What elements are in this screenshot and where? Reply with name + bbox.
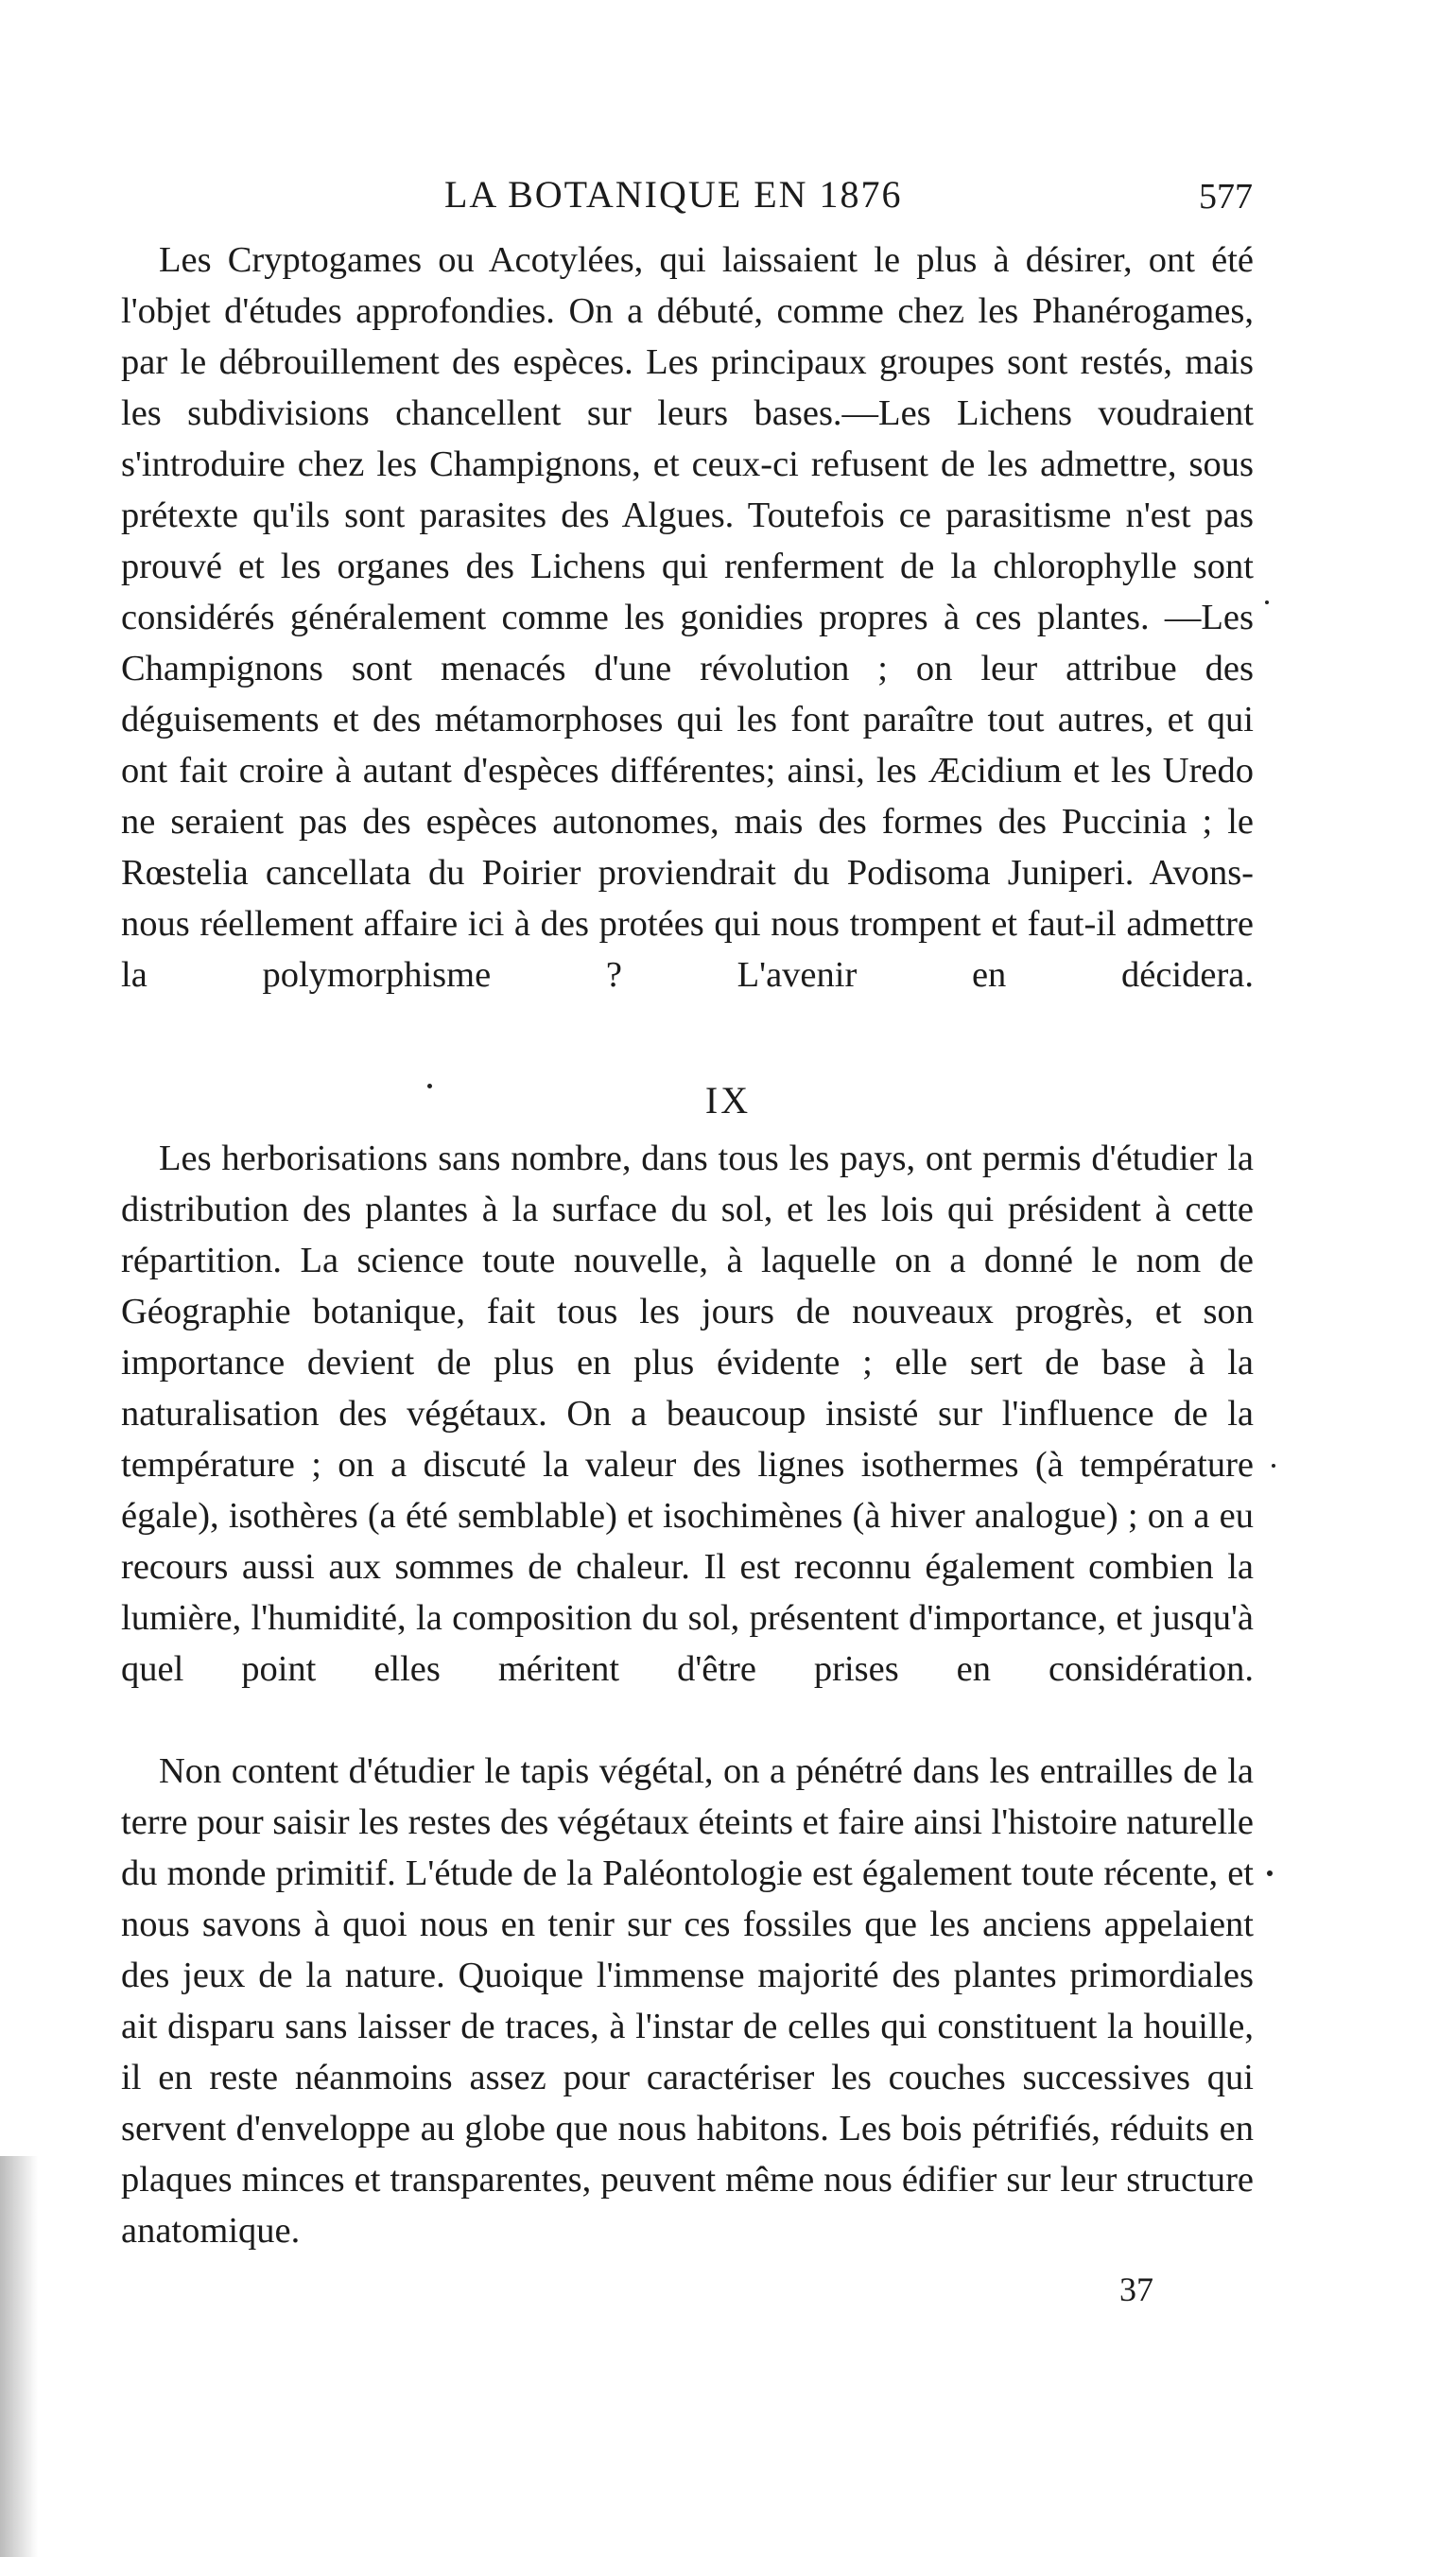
paragraph-cryptogames	[121, 235, 1254, 1052]
page-number: 577	[1199, 177, 1253, 217]
section-numeral: IX	[704, 1079, 752, 1122]
paragraph-text: Non content d'étudier le tapis végétal, on a pénétré dans les entrailles de la terre pour saisir les restes des végétaux éteints et faire ainsi l'histoire naturelle du monde primitif. L'étude de la Paléontologie est également toute récente, et nous savons à quoi nous en tenir sur ces fossiles que les anciens appelaient des jeux de la nature. Quoique l'immense majorité des plantes primordiales ait disparu sans laisser de traces, à l'instar de celles qui constituent la houille, il en reste néanmoins assez pour caractériser les couches successives qui servent d'enveloppe au globe que nous habitons. Les bois pétrifiés, réduits en plaques minces et transparentes, peuvent même nous édifier sur leur structure anatomique.	[121, 1751, 1254, 2251]
running-title: LA BOTANIQUE EN 1876	[444, 173, 903, 216]
paragraph-paleontologie	[121, 1746, 1254, 2307]
speck-mark	[1265, 600, 1269, 604]
speck-mark	[1267, 1870, 1273, 1876]
paragraph-geographie	[121, 1133, 1254, 1746]
speck-mark	[1272, 1464, 1275, 1468]
paragraph-text: Les herborisations sans nombre, dans tous les pays, ont permis d'étudier la distribution des plantes à la surface du sol, et les lois qui président à cette répartition. La science toute nouvelle, à laquelle on a donné le nom de Géographie botanique, fait tous les jours de nouveaux progrès, et son importance devient de plus en plus évidente ; elle sert de base à la naturalisation des végétaux. On a beaucoup insisté sur l'influence de la température ; on a discuté la valeur des lignes isothermes (à température égale), isothères (a été semblable) et isochimènes (à hiver analogue) ; on a eu recours aussi aux sommes de chaleur. Il est reconnu également combien la lumière, l'humidité, la composition du sol, présentent d'importance, et jusqu'à quel point elles méritent d'être prises en considération.	[121, 1139, 1254, 1689]
paragraph-text: Les Cryptogames ou Acotylées, qui laissaient le plus à désirer, ont été l'objet d'études approfondies. On a débuté, comme chez les Phanérogames, par le débrouillement des espèces. Les principaux groupes sont restés, mais les subdivisions chancellent sur leurs bases.—Les Lichens voudraient s'introduire chez les Champignons, et ceux-ci refusent de les admettre, sous prétexte qu'ils sont parasites des Algues. Toutefois ce parasitisme n'est pas prouvé et les organes des Lichens qui renferment de la chlorophylle sont considérés généralement comme les gonidies propres à ces plantes. —Les Champignons sont menacés d'une révolution ; on leur attribue des déguisements et des métamorphoses qui les font paraître tout autres, et qui ont fait croire à autant d'espèces différentes; ainsi, les Æcidium et les Uredo ne seraient pas des espèces autonomes, mais des formes des Puccinia ; le Rœstelia cancellata du Poirier proviendrait du Podisoma Juniperi. Avons-nous réellement affaire ici à des protées qui nous trompent et faut-il admettre la polymorphisme ? L'avenir en décidera.	[121, 240, 1254, 995]
page-header	[123, 172, 1253, 229]
binding-shadow	[0, 2156, 38, 2557]
speck-mark	[427, 1084, 432, 1088]
printer-signature: 37	[1119, 2270, 1153, 2308]
